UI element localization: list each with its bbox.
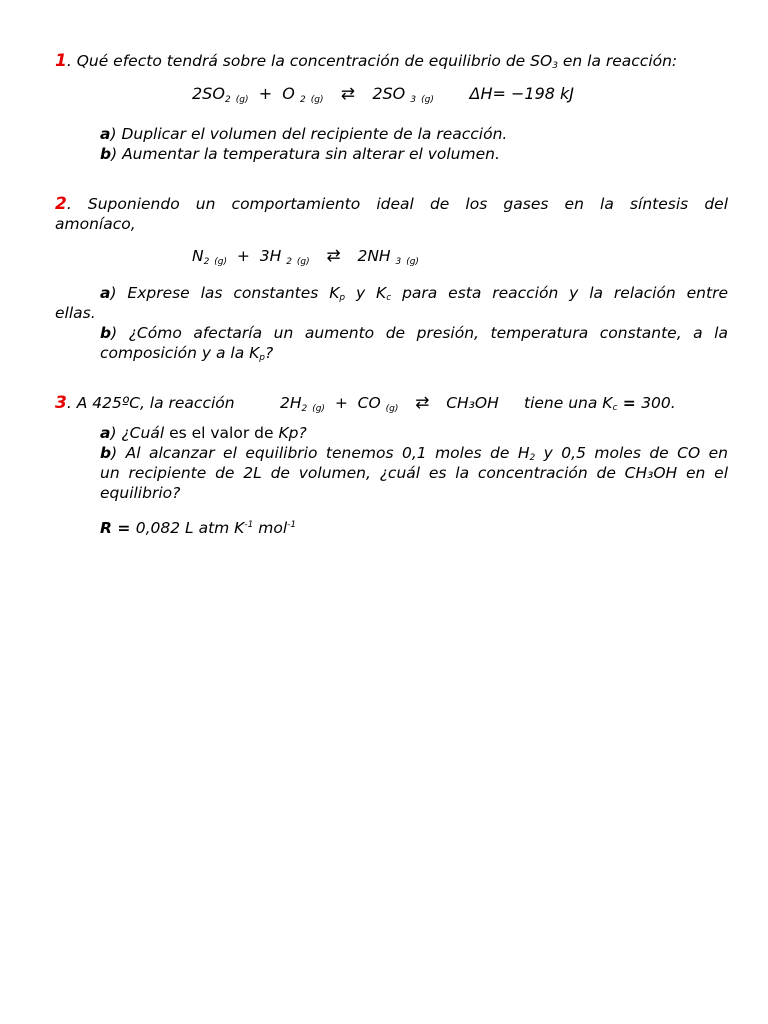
q1-number: 1 — [55, 51, 67, 71]
q1-reactant-so2: 2SO — [192, 84, 225, 103]
q1-equation — [192, 84, 574, 110]
q2-a-text-mid: y K — [345, 284, 387, 302]
gas-constant-mol-exponent: -1 — [287, 520, 297, 530]
q2-number: 2 — [55, 194, 67, 214]
q2-nh3-state: (g) — [406, 257, 419, 267]
q3-reactant-co: CO — [357, 394, 381, 412]
q1-o2-subscript: 2 — [299, 95, 306, 105]
q2-a-text-pre: ) Exprese las constantes K — [110, 284, 340, 302]
q3-a-letter: a — [100, 424, 111, 442]
equilibrium-arrow-icon: ⇄ — [340, 84, 356, 104]
q3-b-letter: b — [100, 444, 112, 462]
q3-product-ch3oh: CH₃OH — [446, 394, 499, 412]
q1-part-b — [100, 144, 500, 164]
q1-text-end: en la reacción: — [557, 52, 678, 70]
q3-b-text-line2: un recipiente de 2L de volumen, ¿cuál es la concentración de CH₃OH en el — [100, 464, 728, 482]
q2-h2-subscript: 2 — [286, 257, 292, 267]
q2-b-text-pre: composición y a la K — [100, 344, 260, 362]
q2-part-b-line2 — [100, 343, 273, 368]
q2-part-b-line1 — [100, 323, 728, 343]
q1-a-letter: a — [100, 125, 111, 143]
q1-part-a — [100, 124, 507, 144]
q1-product-so3: 2SO — [372, 84, 406, 103]
q1-so3-subscript-eq: 3 — [410, 95, 417, 105]
q2-part-a-line1 — [100, 283, 728, 308]
q2-h2-state: (g) — [296, 257, 310, 267]
q2-kc-subscript: c — [386, 293, 392, 303]
q1-a-text: ) Duplicar el volumen del recipiente de la reacción. — [110, 125, 508, 143]
q2-n2-subscript: 2 — [203, 257, 210, 267]
q2-n2-state: (g) — [214, 257, 228, 267]
gas-constant-value: 0,082 L atm K — [135, 519, 245, 537]
q2-b-text-line1: ) ¿Cómo afectaría un aumento de presión, temperatura constante, a la — [111, 324, 728, 342]
q2-a-text-post: para esta reacción y la relación entre — [391, 284, 728, 302]
q3-a-text-2: es el valor — [169, 424, 255, 442]
q1-so3-subscript: 3 — [552, 61, 558, 71]
q2-a-text-line2: ellas. — [55, 304, 96, 322]
q2-b-text-post: ? — [265, 344, 274, 362]
q3-kc-subscript: c — [612, 403, 618, 413]
gas-constant-equals: = — [111, 519, 136, 537]
gas-constant-mol: mol — [253, 519, 288, 537]
q3-a-text-3: de — [254, 424, 279, 442]
q2-statement-line2 — [55, 214, 136, 234]
q3-b-text-line3: equilibrio? — [100, 484, 181, 502]
q3-part-b-line3 — [100, 483, 180, 503]
q1-reactant-o2: O — [282, 84, 295, 103]
q3-plus-sign: + — [334, 394, 348, 412]
q2-b-kp-subscript: p — [259, 353, 266, 363]
q2-equation — [192, 246, 419, 272]
q1-so2-state: (g) — [235, 95, 249, 105]
q3-reactant-h2: 2H — [280, 394, 302, 412]
q3-h2-subscript: 2 — [301, 404, 308, 414]
q3-intro: . A 425ºC, la reacción — [66, 394, 235, 412]
equilibrium-arrow-icon: ⇄ — [415, 393, 430, 413]
q2-b-letter: b — [100, 324, 112, 342]
q1-enthalpy: ΔH= −198 kJ — [469, 84, 575, 103]
q1-b-letter: b — [100, 145, 112, 163]
q2-text-line1: . Suponiendo un comportamiento ideal de los gases en la síntesis del — [66, 195, 728, 213]
q3-kc-text: tiene una K — [524, 394, 613, 412]
q3-equation — [280, 393, 499, 419]
q3-b-h2-subscript: 2 — [529, 453, 536, 463]
equilibrium-arrow-icon: ⇄ — [326, 246, 341, 266]
q3-a-text-1: ) ¿Cuál — [110, 424, 170, 442]
q1-text: . Qué efecto tendrá sobre la concentración de equilibrio de SO — [66, 52, 553, 70]
q3-kc-value — [524, 393, 676, 418]
q2-a-letter: a — [100, 284, 111, 302]
q3-kc-number: 300. — [641, 394, 676, 412]
q1-so3-state: (g) — [421, 95, 434, 105]
q2-statement-line1 — [55, 194, 728, 214]
q1-so2-subscript: 2 — [224, 95, 231, 105]
q2-plus-sign: + — [236, 247, 250, 265]
q2-nh3-subscript: 3 — [395, 257, 402, 267]
q1-b-text: ) Aumentar la temperatura sin alterar el volumen. — [111, 145, 500, 163]
q2-reactant-h2: 3H — [259, 247, 282, 265]
q3-part-b-line2 — [100, 463, 728, 483]
q3-part-a — [100, 423, 307, 443]
q3-number: 3 — [55, 393, 67, 413]
q2-text-line2: amoníaco, — [55, 215, 136, 233]
q2-product-nh3: 2NH — [357, 247, 391, 265]
q1-statement — [55, 51, 677, 76]
gas-constant-label: R — [100, 519, 112, 537]
q1-o2-state: (g) — [310, 95, 324, 105]
gas-constant — [100, 515, 296, 538]
q2-kp-subscript: p — [339, 293, 346, 303]
q3-b-text-pre: ) Al alcanzar el equilibrio tenemos 0,1 moles de H — [111, 444, 530, 462]
q3-h2-state: (g) — [312, 404, 325, 414]
q2-reactant-n2: N — [192, 247, 204, 265]
q3-statement — [55, 393, 235, 413]
q3-b-text-post: y 0,5 moles de CO en — [535, 444, 728, 462]
gas-constant-k-exponent: -1 — [244, 520, 254, 530]
q3-a-text-4: Kp? — [278, 424, 307, 442]
q3-co-state: (g) — [385, 404, 399, 414]
q1-plus-sign: + — [258, 84, 273, 103]
q3-kc-equals: = — [617, 394, 642, 412]
q2-part-a-line2 — [55, 303, 96, 323]
